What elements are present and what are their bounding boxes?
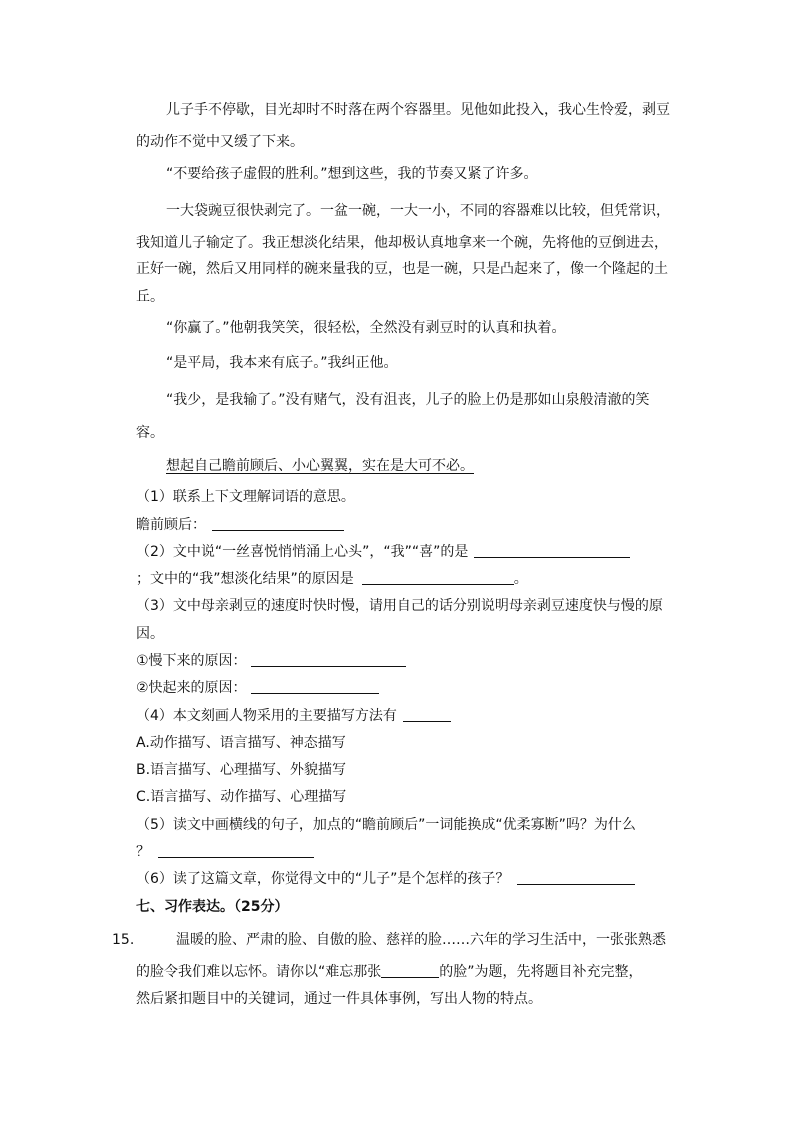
question-15-line2-a: 的脸令我们难以忘怀。请你以“难忘那张 bbox=[136, 964, 382, 980]
question-5-line2-text: ？ bbox=[136, 844, 150, 860]
passage-p1-line1: 儿子手不停歇，目光却时不时落在两个容器里。见他如此投入，我心生怜爱，剥豆 bbox=[166, 102, 670, 118]
passage-p3-line3: 正好一碗，然后又用同样的碗来量我的豆，也是一碗，只是凸起来了，像一个隆起的土 bbox=[136, 261, 668, 277]
question-2-part2: ；文中的“我”想淡化结果”的原因是 bbox=[136, 571, 354, 587]
question-3-slow-row bbox=[136, 651, 406, 671]
passage-p1-line2: 的动作不觉中又缓了下来。 bbox=[136, 134, 304, 150]
question-3-fast-label: ②快起来的原因： bbox=[136, 680, 247, 696]
answer-blank[interactable] bbox=[251, 652, 406, 667]
question-15-line1: 温暖的脸、严肃的脸、自傲的脸、慈祥的脸……六年的学习生活中，一张张熟悉 bbox=[176, 932, 666, 948]
question-4-prompt: （4）本文刻画人物采用的主要描写方法有 bbox=[136, 708, 397, 724]
section-7-heading: 七、习作表达。（25分） bbox=[136, 899, 289, 915]
answer-blank[interactable] bbox=[158, 843, 314, 858]
question-4-option-c[interactable]: C.语言描写、动作描写、心理描写 bbox=[136, 789, 347, 805]
passage-p6-line1: “我少，是我输了。”没有赌气，没有沮丧，儿子的脸上仍是那如山泉般清澈的笑 bbox=[166, 392, 650, 408]
question-1-prompt: （1）联系上下文理解词语的意思。 bbox=[136, 489, 355, 505]
answer-blank[interactable] bbox=[212, 516, 344, 531]
question-1-label: 瞻前顾后： bbox=[136, 517, 206, 533]
question-3-slow-label: ①慢下来的原因： bbox=[136, 653, 247, 669]
question-2-line2 bbox=[136, 569, 528, 589]
passage-p5: “是平局，我本来有底子。”我纠正他。 bbox=[166, 355, 398, 371]
question-3-line2: 因。 bbox=[136, 626, 164, 642]
question-5-line1: （5）读文中画横线的句子，加点的“瞻前顾后”一词能换成“优柔寡断”吗？为什么 bbox=[136, 817, 636, 833]
question-4-row bbox=[136, 706, 451, 726]
question-3-line1: （3）文中母亲剥豆的速度时快时慢，请用自己的话分别说明母亲剥豆速度快与慢的原 bbox=[136, 598, 663, 614]
passage-p4: “你赢了。”他朝我笑笑，很轻松，全然没有剥豆时的认真和执着。 bbox=[166, 320, 566, 336]
question-1-answer-row bbox=[136, 515, 344, 535]
question-5-line2 bbox=[136, 842, 314, 862]
answer-blank[interactable] bbox=[362, 570, 514, 585]
question-15-line3: 然后紧扣题目中的关键词，通过一件具体事例，写出人物的特点。 bbox=[136, 991, 542, 1007]
question-4-option-b[interactable]: B.语言描写、心理描写、外貌描写 bbox=[136, 762, 347, 778]
question-15-number: 15. bbox=[112, 932, 135, 948]
underlined-sentence: 想起自己瞻前顾后、小心翼翼，实在是大可不必。 bbox=[166, 458, 474, 474]
question-2-end: 。 bbox=[513, 571, 528, 587]
answer-blank[interactable] bbox=[403, 707, 451, 722]
question-6-row bbox=[136, 869, 635, 889]
passage-p3-line2: 我知道儿子输定了。我正想淡化结果，他却极认真地拿来一个碗，先将他的豆倒进去， bbox=[136, 235, 668, 251]
passage-p2: “不要给孩子虚假的胜利。”想到这些，我的节奏又紧了许多。 bbox=[166, 166, 538, 182]
answer-blank[interactable] bbox=[517, 870, 635, 885]
question-2-line1 bbox=[136, 542, 630, 562]
passage-p6-line2: 容。 bbox=[136, 425, 164, 441]
question-15-line2-b: 的脸”为题，先将题目补充完整， bbox=[439, 964, 643, 980]
question-4-option-a[interactable]: A.动作描写、语言描写、神态描写 bbox=[136, 735, 346, 751]
title-blank[interactable] bbox=[381, 963, 439, 978]
answer-blank[interactable] bbox=[474, 543, 630, 558]
passage-p3-line4: 丘。 bbox=[136, 289, 164, 305]
question-6-prompt: （6）读了这篇文章，你觉得文中的“儿子”是个怎样的孩子？ bbox=[136, 871, 510, 887]
passage-p3-line1: 一大袋豌豆很快剥完了。一盆一碗，一大一小，不同的容器难以比较，但凭常识， bbox=[166, 203, 670, 219]
answer-blank[interactable] bbox=[251, 679, 379, 694]
question-2-part1: （2）文中说“一丝喜悦悄悄涌上心头”，“我”“喜”的是 bbox=[136, 544, 469, 560]
question-3-fast-row bbox=[136, 678, 379, 698]
question-15-line2 bbox=[136, 962, 643, 982]
